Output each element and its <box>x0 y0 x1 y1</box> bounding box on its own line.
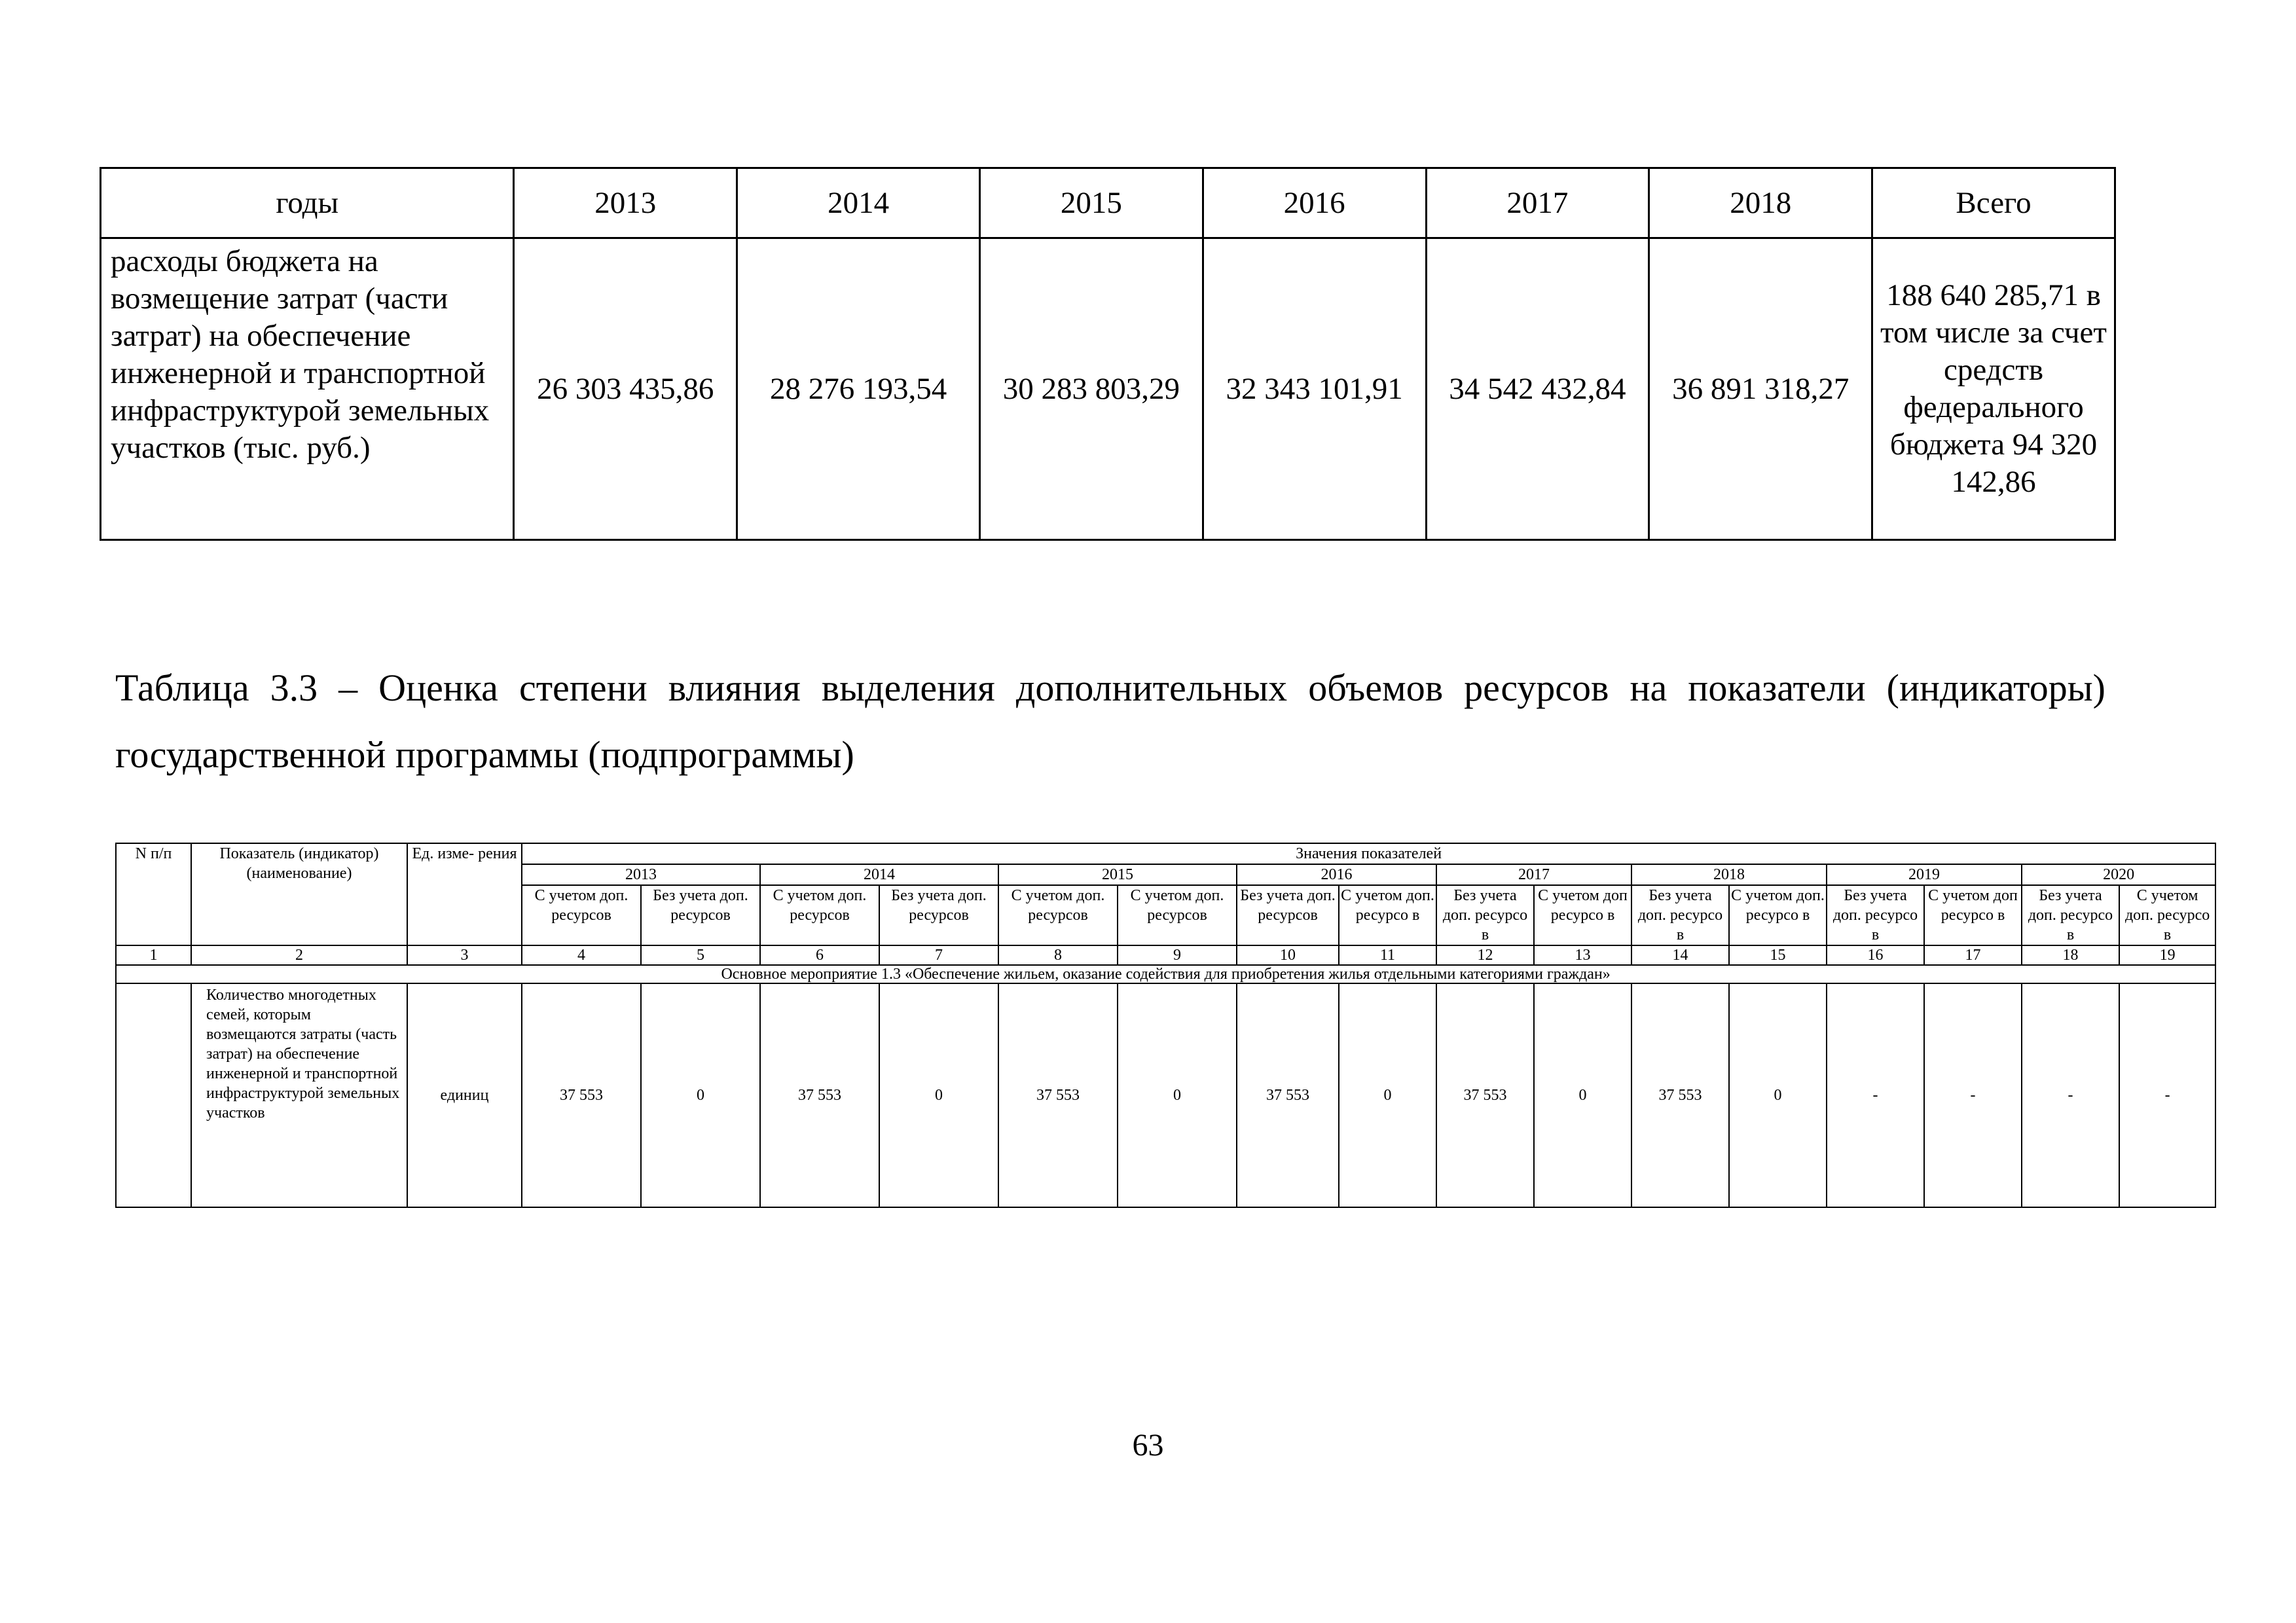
subheader: Без учета доп. ресурсо в <box>1827 885 1924 945</box>
row-value: 0 <box>1339 983 1436 1207</box>
table-row <box>116 983 2215 1207</box>
column-number: 9 <box>1118 945 1237 965</box>
subheader: С учетом доп. ресурсо в <box>1729 885 1827 945</box>
column-number: 16 <box>1827 945 1924 965</box>
year-2014: 2014 <box>760 864 998 885</box>
value-total: 188 640 285,71 в том числе за счет средств федерального бюджета 94 320 142,86 <box>1872 238 2115 540</box>
subheader: Без учета доп. ресурсо в <box>1436 885 1534 945</box>
header-row-1 <box>116 843 2215 864</box>
column-number: 7 <box>879 945 998 965</box>
header-unit: Ед. изме- рения <box>407 843 522 945</box>
column-number: 17 <box>1924 945 2022 965</box>
year-2019: 2019 <box>1827 864 2022 885</box>
row-indicator: Количество многодетных семей, которым возмещаются затраты (часть затрат) на обеспечение инженерной и транспортной инфраструктурой земельных участков <box>191 983 407 1207</box>
header-cell-2013: 2013 <box>514 168 737 238</box>
column-numbers-row <box>116 945 2215 965</box>
column-number: 14 <box>1631 945 1729 965</box>
subheader: С учетом доп. ресурсо в <box>2119 885 2215 945</box>
year-2013: 2013 <box>522 864 760 885</box>
section-title: Основное мероприятие 1.3 «Обеспечение жильем, оказание содействия для приобретения жилья отдельными категориями граждан» <box>116 965 2215 983</box>
column-number: 15 <box>1729 945 1827 965</box>
row-value: 0 <box>879 983 998 1207</box>
subheader: Без учета доп. ресурсо в <box>1631 885 1729 945</box>
column-number: 13 <box>1534 945 1631 965</box>
row-unit: единиц <box>407 983 522 1207</box>
column-number: 8 <box>998 945 1118 965</box>
subheader: С учетом доп ресурсо в <box>1924 885 2022 945</box>
row-value: 37 553 <box>760 983 879 1207</box>
page-number: 63 <box>1132 1428 1164 1463</box>
subheader: Без учета доп. ресурсов <box>1237 885 1339 945</box>
row-value: 0 <box>1729 983 1827 1207</box>
column-number: 19 <box>2119 945 2215 965</box>
column-number: 2 <box>191 945 407 965</box>
row-label: расходы бюджета на возмещение затрат (части затрат) на обеспечение инженерной и транспортной инфраструктурой земельных участков (тыс. руб.) <box>101 238 514 540</box>
indicators-table <box>115 843 2216 1208</box>
header-cell-2016: 2016 <box>1203 168 1426 238</box>
column-number: 5 <box>641 945 760 965</box>
header-cell-total: Всего <box>1872 168 2115 238</box>
header-cell-2014: 2014 <box>737 168 980 238</box>
column-number: 11 <box>1339 945 1436 965</box>
section-row <box>116 965 2215 983</box>
value-2016: 32 343 101,91 <box>1203 238 1426 540</box>
row-value: 0 <box>1534 983 1631 1207</box>
year-2020: 2020 <box>2022 864 2215 885</box>
row-value: 0 <box>1118 983 1237 1207</box>
value-2015: 30 283 803,29 <box>980 238 1203 540</box>
column-number: 3 <box>407 945 522 965</box>
subheader: С учетом доп. ресурсов <box>522 885 641 945</box>
subheader: С учетом доп. ресурсов <box>1118 885 1237 945</box>
budget-table-header-row <box>101 168 2115 238</box>
year-2015: 2015 <box>998 864 1237 885</box>
row-n <box>116 983 191 1207</box>
header-values: Значения показателей <box>522 843 2215 864</box>
column-number: 18 <box>2022 945 2119 965</box>
row-value: - <box>2119 983 2215 1207</box>
caption-line-1: Таблица 3.3 – Оценка степени влияния выделения дополнительных объемов ресурсов на показатели (индикаторы) <box>115 666 2105 709</box>
row-value: - <box>1924 983 2022 1207</box>
row-value: - <box>2022 983 2119 1207</box>
row-value: 37 553 <box>998 983 1118 1207</box>
subheader: Без учета доп. ресурсо в <box>2022 885 2119 945</box>
subheader: Без учета доп. ресурсов <box>879 885 998 945</box>
subheader: С учетом доп. ресурсо в <box>1339 885 1436 945</box>
caption-line-2: государственной программы (подпрограммы) <box>115 733 854 776</box>
row-value: - <box>1827 983 1924 1207</box>
value-2017: 34 542 432,84 <box>1426 238 1649 540</box>
subheader: С учетом доп ресурсо в <box>1534 885 1631 945</box>
header-cell-2018: 2018 <box>1649 168 1872 238</box>
year-2017: 2017 <box>1436 864 1631 885</box>
header-indicator: Показатель (индикатор) (наименование) <box>191 843 407 945</box>
column-number: 1 <box>116 945 191 965</box>
budget-table-row <box>101 238 2115 540</box>
row-value: 37 553 <box>1436 983 1534 1207</box>
row-value: 37 553 <box>522 983 641 1207</box>
subheader: С учетом доп. ресурсов <box>760 885 879 945</box>
table-caption <box>115 655 2105 788</box>
header-cell-years: годы <box>101 168 514 238</box>
value-2018: 36 891 318,27 <box>1649 238 1872 540</box>
value-2013: 26 303 435,86 <box>514 238 737 540</box>
row-value: 0 <box>641 983 760 1207</box>
header-cell-2017: 2017 <box>1426 168 1649 238</box>
subheader: С учетом доп. ресурсов <box>998 885 1118 945</box>
column-number: 12 <box>1436 945 1534 965</box>
year-2016: 2016 <box>1237 864 1436 885</box>
row-value: 37 553 <box>1631 983 1729 1207</box>
header-n: N п/п <box>116 843 191 945</box>
budget-table <box>100 167 2116 541</box>
year-2018: 2018 <box>1631 864 1827 885</box>
header-cell-2015: 2015 <box>980 168 1203 238</box>
column-number: 4 <box>522 945 641 965</box>
value-2014: 28 276 193,54 <box>737 238 980 540</box>
subheader: Без учета доп. ресурсов <box>641 885 760 945</box>
column-number: 6 <box>760 945 879 965</box>
row-value: 37 553 <box>1237 983 1339 1207</box>
column-number: 10 <box>1237 945 1339 965</box>
